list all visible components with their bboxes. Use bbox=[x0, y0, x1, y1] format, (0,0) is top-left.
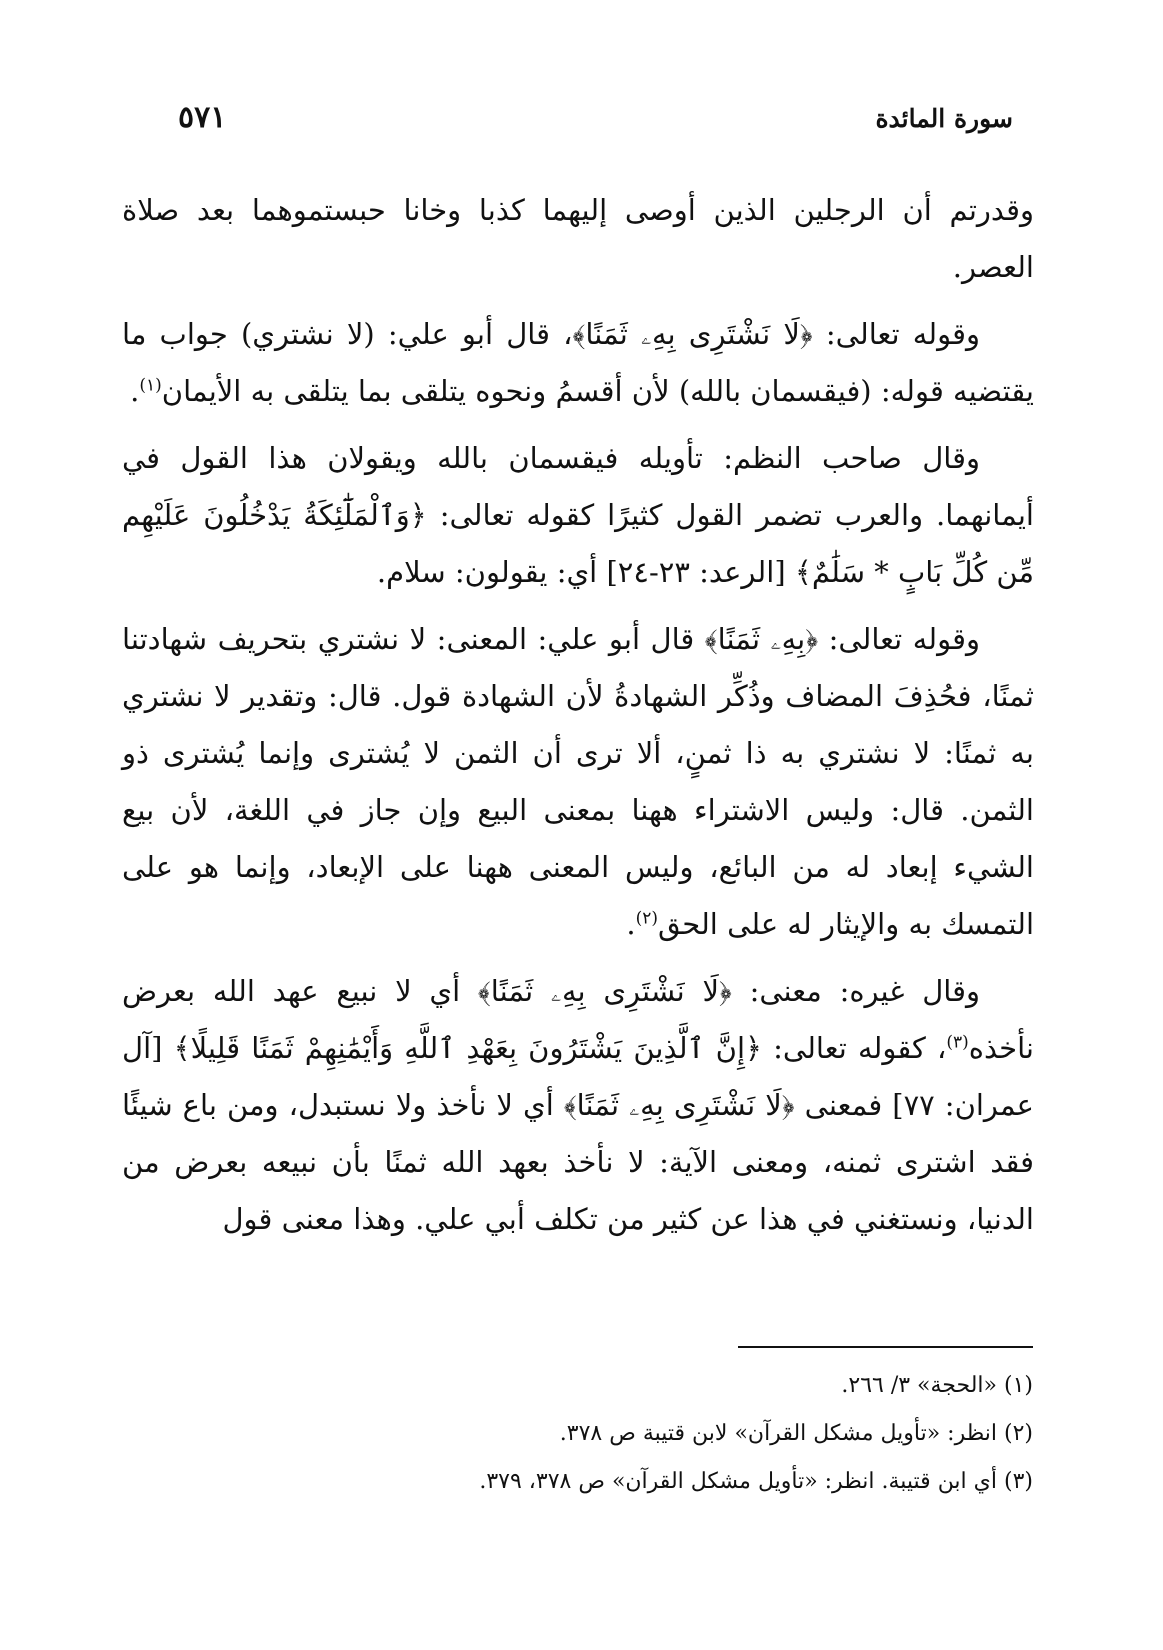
paragraph: وقوله تعالى: ﴿لَا نَشْتَرِى بِهِۦ ثَمَنًا﴾، قال أبو علي: (لا نشتري) جواب ما يقتضيه قوله: (فيقسمان بالله) لأن أقسمُ ونحوه يتلقى بما يتلقى به الأيمان$^{(١)}$. bbox=[122, 317, 1034, 408]
footnotes bbox=[133, 1362, 1033, 1506]
footnote-ref[interactable]: (١) bbox=[139, 375, 162, 396]
page-number: ٥٧١ bbox=[178, 100, 227, 135]
footnote: (١) «الحجة» ٣/ ٢٦٦. bbox=[841, 1373, 1033, 1398]
paragraph: وقوله تعالى: ﴿بِهِۦ ثَمَنًا﴾ قال أبو علي: المعنى: لا نشتري بتحريف شهادتنا ثمنًا، فحُذِفَ المضاف وذُكِّر الشهادةُ لأن الشهادة قول. قال: وتقدير لا نشتري به ثمنًا: لا نشتري به ذا ثمنٍ، ألا ترى أن الثمن لا يُشترى وإنما يُشترى ذو الثمن. قال: وليس الاشتراء ههنا بمعنى البيع وإن جاز في اللغة، لأن بيع الشيء إبعاد له من البائع، وليس المعنى ههنا على الإبعاد، وإنما هو على التمسك به والإيثار له على الحق$^{(٢)}$. bbox=[122, 622, 1034, 941]
page-header bbox=[120, 96, 1013, 146]
paragraph: وقال صاحب النظم: تأويله فيقسمان بالله ويقولان هذا القول في أيمانهما. والعرب تضمر القول كثيرًا كقوله تعالى: ﴿وَٱلْمَلَٰٓئِكَةُ يَدْخُلُونَ عَلَيْهِم مِّن كُلِّ بَابٍ * سَلَٰمٌ﴾ [الرعد: ٢٣-٢٤] أي: يقولون: سلام. bbox=[122, 441, 1034, 589]
footnote: (٣) أي ابن قتيبة. انظر: «تأويل مشكل القرآن» ص ٣٧٨، ٣٧٩. bbox=[479, 1469, 1033, 1494]
paragraph: وقدرتم أن الرجلين الذين أوصى إليهما كذبا وخانا حبستموهما بعد صلاة العصر. bbox=[122, 193, 1034, 284]
main-text bbox=[122, 182, 1034, 1258]
footnote-divider bbox=[738, 1346, 1033, 1348]
paragraph: وقال غيره: معنى: ﴿لَا نَشْتَرِى بِهِۦ ثَمَنًا﴾ أي لا نبيع عهد الله بعرض نأخذه$^{(٣)}$، كقوله تعالى: ﴿إِنَّ ٱلَّذِينَ يَشْتَرُونَ بِعَهْدِ ٱللَّهِ وَأَيْمَٰنِهِمْ ثَمَنًا قَلِيلًا﴾ [آل عمران: ٧٧] فمعنى ﴿لَا نَشْتَرِى بِهِۦ ثَمَنًا﴾ أي لا نأخذ ولا نستبدل، ومن باع شيئًا فقد اشترى ثمنه، ومعنى الآية: لا نأخذ بعهد الله ثمنًا بأن نبيعه بعرض من الدنيا، ونستغني في هذا عن كثير من تكلف أبي علي. وهذا معنى قول bbox=[122, 974, 1034, 1236]
footnote-ref[interactable]: (٣) bbox=[946, 1032, 969, 1053]
footnote-ref[interactable]: (٢) bbox=[635, 908, 659, 929]
footnote: (٢) انظر: «تأويل مشكل القرآن» لابن قتيبة ص ٣٧٨. bbox=[559, 1421, 1033, 1446]
surah-title: سورة المائدة bbox=[875, 104, 1013, 133]
